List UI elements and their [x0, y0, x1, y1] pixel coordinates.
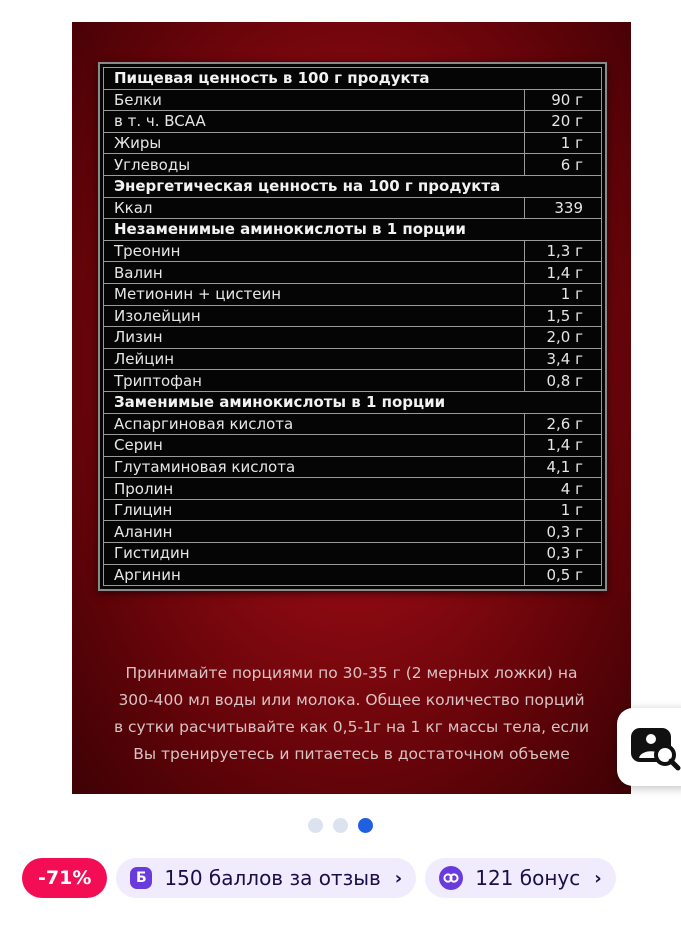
nutrient-value: 20 г — [525, 111, 602, 133]
table-row — [104, 111, 602, 133]
table-row — [104, 154, 602, 176]
table-row — [104, 327, 602, 349]
table-row — [104, 543, 602, 565]
nutrient-name: Жиры — [104, 132, 525, 154]
table-row — [104, 478, 602, 500]
nutrient-name: Аргинин — [104, 564, 525, 586]
nutrient-name: Лизин — [104, 327, 525, 349]
chevron-right-icon: › — [394, 867, 403, 889]
nutrient-name: Глицин — [104, 499, 525, 521]
points-icon: Б — [130, 867, 152, 889]
product-image[interactable] — [72, 22, 631, 794]
nutrient-value: 4,1 г — [525, 456, 602, 478]
discount-badge: -71% — [22, 858, 107, 898]
table-row — [104, 132, 602, 154]
nutrient-name: Пролин — [104, 478, 525, 500]
table-row — [104, 370, 602, 392]
review-points-label: 150 баллов за отзыв — [164, 866, 381, 890]
nutrient-name: Серин — [104, 435, 525, 457]
nutrient-value: 0,3 г — [525, 543, 602, 565]
nutrient-value: 1 г — [525, 283, 602, 305]
visual-search-button[interactable] — [617, 708, 681, 786]
nutrient-value: 90 г — [525, 89, 602, 111]
nutrient-value: 6 г — [525, 154, 602, 176]
instruction-line: Принимайте порциями по 30-35 г (2 мерных ложки) на — [125, 664, 578, 682]
nutrient-name: Валин — [104, 262, 525, 284]
carousel-dot-active[interactable] — [358, 818, 373, 833]
table-row — [104, 305, 602, 327]
section-title: Энергетическая ценность на 100 г продукта — [104, 175, 602, 197]
carousel-indicator — [0, 818, 681, 833]
instruction-line: Вы тренируетесь и питаетесь в достаточном объеме — [133, 745, 570, 763]
nutrient-value: 0,8 г — [525, 370, 602, 392]
nutrient-value: 1 г — [525, 499, 602, 521]
nutrient-value: 0,5 г — [525, 564, 602, 586]
table-section-header — [104, 68, 602, 90]
table-row — [104, 521, 602, 543]
table-row — [104, 456, 602, 478]
section-title: Пищевая ценность в 100 г продукта — [104, 68, 602, 90]
nutrient-name: Углеводы — [104, 154, 525, 176]
nutrient-value: 339 — [525, 197, 602, 219]
nutrient-value: 3,4 г — [525, 348, 602, 370]
nutrient-name: Лейцин — [104, 348, 525, 370]
nutrient-value: 2,0 г — [525, 327, 602, 349]
table-row — [104, 499, 602, 521]
nutrient-name: Аланин — [104, 521, 525, 543]
nutrient-value: 0,3 г — [525, 521, 602, 543]
nutrient-name: Глутаминовая кислота — [104, 456, 525, 478]
nutrient-value: 1,4 г — [525, 262, 602, 284]
table-row — [104, 89, 602, 111]
nutrient-name: Гистидин — [104, 543, 525, 565]
nutrient-name: Триптофан — [104, 370, 525, 392]
nutrient-value: 4 г — [525, 478, 602, 500]
nutrient-name: Изолейцин — [104, 305, 525, 327]
table-row — [104, 240, 602, 262]
table-row — [104, 197, 602, 219]
nutrient-name: Аспаргиновая кислота — [104, 413, 525, 435]
nutrient-name: Ккал — [104, 197, 525, 219]
table-section-header — [104, 175, 602, 197]
nutrient-value: 1,5 г — [525, 305, 602, 327]
nutrient-name: Метионин + цистеин — [104, 283, 525, 305]
nutrient-name: Треонин — [104, 240, 525, 262]
table-row — [104, 435, 602, 457]
table-row — [104, 262, 602, 284]
table-row — [104, 564, 602, 586]
carousel-dot[interactable] — [308, 818, 323, 833]
nutrient-value: 2,6 г — [525, 413, 602, 435]
table-row — [104, 413, 602, 435]
instruction-line: в сутки расчитывайте как 0,5-1г на 1 кг массы тела, если — [113, 718, 590, 736]
nutrient-value: 1,3 г — [525, 240, 602, 262]
nutrient-name: в т. ч. BCAA — [104, 111, 525, 133]
table-row — [104, 348, 602, 370]
section-title: Заменимые аминокислоты в 1 порции — [104, 391, 602, 413]
usage-instructions — [72, 660, 631, 768]
promo-badges — [22, 857, 625, 899]
review-points-pill[interactable] — [116, 858, 416, 898]
nutrient-value: 1,4 г — [525, 435, 602, 457]
section-title: Незаменимые аминокислоты в 1 порции — [104, 219, 602, 241]
nutrition-table — [98, 62, 607, 591]
nutrient-name: Белки — [104, 89, 525, 111]
chevron-right-icon: › — [594, 867, 602, 889]
table-section-header — [104, 391, 602, 413]
bonus-icon — [439, 866, 463, 890]
nutrient-value: 1 г — [525, 132, 602, 154]
bonus-label: 121 бонус — [475, 866, 581, 890]
table-section-header — [104, 219, 602, 241]
table-row — [104, 283, 602, 305]
camera-search-icon — [629, 722, 681, 772]
bonus-pill[interactable] — [425, 858, 615, 898]
carousel-dot[interactable] — [333, 818, 348, 833]
instruction-line: 300-400 мл воды или молока. Общее количество порций — [118, 691, 585, 709]
